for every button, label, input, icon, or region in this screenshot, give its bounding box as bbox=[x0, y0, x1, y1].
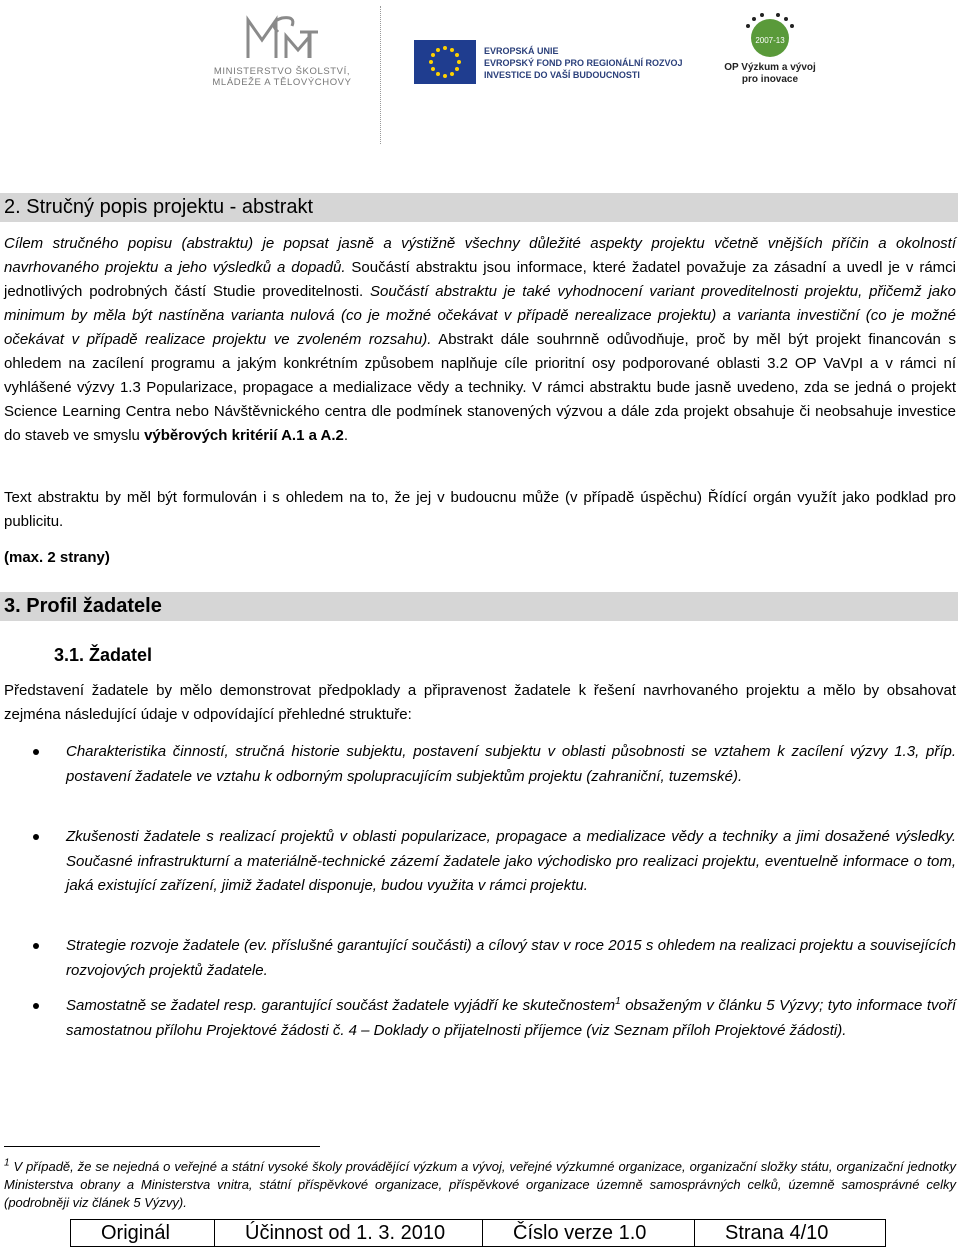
footnote-separator bbox=[4, 1146, 320, 1147]
footnote: $^1$ V případě, že se nejedná o veřejné a státní vysoké školy provádějící výzkum a vývoj, veřejné výzkumné organizace, organizační složky státu, organizační jednotky Ministerstva obrany a Ministerstva vnitra, státní příspěvkové organizace, příspěvkové organizace územně samosprávných celků, územně samosprávné celky (podrobněji viz článek 5 Výzvy). bbox=[4, 1157, 956, 1210]
bullet-icon bbox=[33, 749, 39, 755]
section-3-heading: 3. Profil žadatele bbox=[0, 592, 958, 621]
footer-effective-date: Účinnost od 1. 3. 2010 bbox=[215, 1220, 483, 1246]
msmt-logo bbox=[206, 12, 358, 92]
bullet-icon bbox=[33, 943, 39, 949]
op-vavpi-logo bbox=[708, 10, 832, 90]
publicity-paragraph: Text abstraktu by měl být formulován i s ohledem na to, že jej v budoucnu může (v případě úspěchu) Řídící orgán využít jako podklad pro publicitu. bbox=[4, 489, 956, 530]
footer-version: Číslo verze 1.0 bbox=[483, 1220, 695, 1246]
eu-text: EVROPSKÁ UNIE EVROPSKÝ FOND PRO REGIONÁLNÍ ROZVOJ INVESTICE DO VAŠÍ BUDOUCNOSTI bbox=[484, 46, 683, 80]
bullet-icon bbox=[33, 1003, 39, 1009]
op-text: OP Výzkum a vývoj pro inovace bbox=[724, 62, 816, 85]
msmt-emblem-icon bbox=[206, 12, 358, 64]
footnote-number: 1 bbox=[4, 1157, 10, 1169]
op-globe-icon bbox=[708, 10, 832, 60]
op-badge-label: 2007-13 bbox=[755, 36, 785, 45]
subsection-3-1-heading: 3.1. Žadatel bbox=[54, 645, 153, 665]
footer-original: Originál bbox=[71, 1220, 215, 1246]
eu-stars-icon bbox=[414, 40, 476, 84]
list-item: Zkušenosti žadatele s realizací projektů v oblasti popularizace, propagace a medializace vědy a techniky a jimi dosažené výsledky. Současné infrastrukturní a materiálně-technické zázemí žadatele jako východisko pro realizaci projektu, eventuelně informace o tom, jaká existující zařízení, jimiž žadatel disponuje, budou využita v rámci projektu. bbox=[66, 825, 956, 899]
document-footer bbox=[70, 1219, 886, 1247]
bullet-icon bbox=[33, 834, 39, 840]
list-item: Samostatně se žadatel resp. garantující součást žadatele vyjádří ke skutečnostem$^1$ obsaženým v článku 5 Výzvy; tyto informace tvoří samostatnou přílohu Projektové žádosti č. 4 – Doklady o přijatelnosti příjemce (viz Seznam příloh Projektové žádosti). bbox=[66, 994, 956, 1043]
footer-page-number: Strana 4/10 bbox=[725, 1222, 829, 1244]
max-pages-note: (max. 2 strany) bbox=[4, 549, 110, 566]
footnote-reference[interactable]: 1 bbox=[615, 996, 621, 1007]
logo-separator bbox=[380, 6, 381, 144]
msmt-text: MINISTERSTVO ŠKOLSTVÍ, MLÁDEŽE A TĚLOVÝCHOVY bbox=[212, 66, 352, 88]
eu-flag-icon bbox=[414, 40, 476, 84]
list-item: Strategie rozvoje žadatele (ev. příslušné garantující součásti) a cílový stav v roce 2015 s ohledem na realizaci projektu a souvisejících rozvojových projektů žadatele. bbox=[66, 934, 956, 983]
header-logos bbox=[0, 0, 960, 150]
section-2-heading: 2. Stručný popis projektu - abstrakt bbox=[0, 193, 958, 222]
list-item: Charakteristika činností, stručná historie subjektu, postavení subjektu v oblasti působnosti se vztahem k zacílení výzvy 1.3, příp. postavení žadatele ve vztahu k odborným spolupracujícím subjektům projektu (zahraniční, tuzemské). bbox=[66, 740, 956, 789]
eu-logo bbox=[414, 40, 683, 86]
abstract-paragraph: Cílem stručného popisu (abstraktu) je popsat jasně a výstižně všechny důležité aspekty projektu včetně vnějších příčin a okolností navrhovaného projektu a jeho výsledků a dopadů. Součástí abstraktu jsou informace, které žadatel považuje za zásadní a uvedl je v rámci jednotlivých podrobných částí Studie proveditelnosti. Součástí abstraktu je také vyhodnocení variant proveditelnosti projektu, přičemž jako minimum by měla být nastíněna varianta nulová (co je možné očekávat v případě nerealizace projektu) a varianta investiční (co je možné očekávat v případě realizace projektu ve zvoleném rozsahu). Abstrakt dále souhrnně odůvodňuje, proč by měl být projekt financován s ohledem na zacílení programu a jakým konkrétním způsobem naplňuje cíle prioritní osy podporované oblasti 3.2 OP VaVpI a v rámci ní vyhlášené výzvy 1.3 Popularizace, propagace a medializace vědy a techniky. V rámci abstraktu bude jasně uvedeno, zda se jedná o projekt Science Learning Centra nebo Návštěvnického centra dle podmínek stanovených výzvou a dále zda projekt obsahuje či neobsahuje investice do staveb ve smyslu výběrových kritérií A.1 a A.2. bbox=[4, 235, 956, 444]
applicant-intro-paragraph: Představení žadatele by mělo demonstrovat předpoklady a připravenost žadatele k řešení navrhovaného projektu a mělo by obsahovat zejména následující údaje v odpovídající přehledné struktuře: bbox=[4, 682, 956, 723]
